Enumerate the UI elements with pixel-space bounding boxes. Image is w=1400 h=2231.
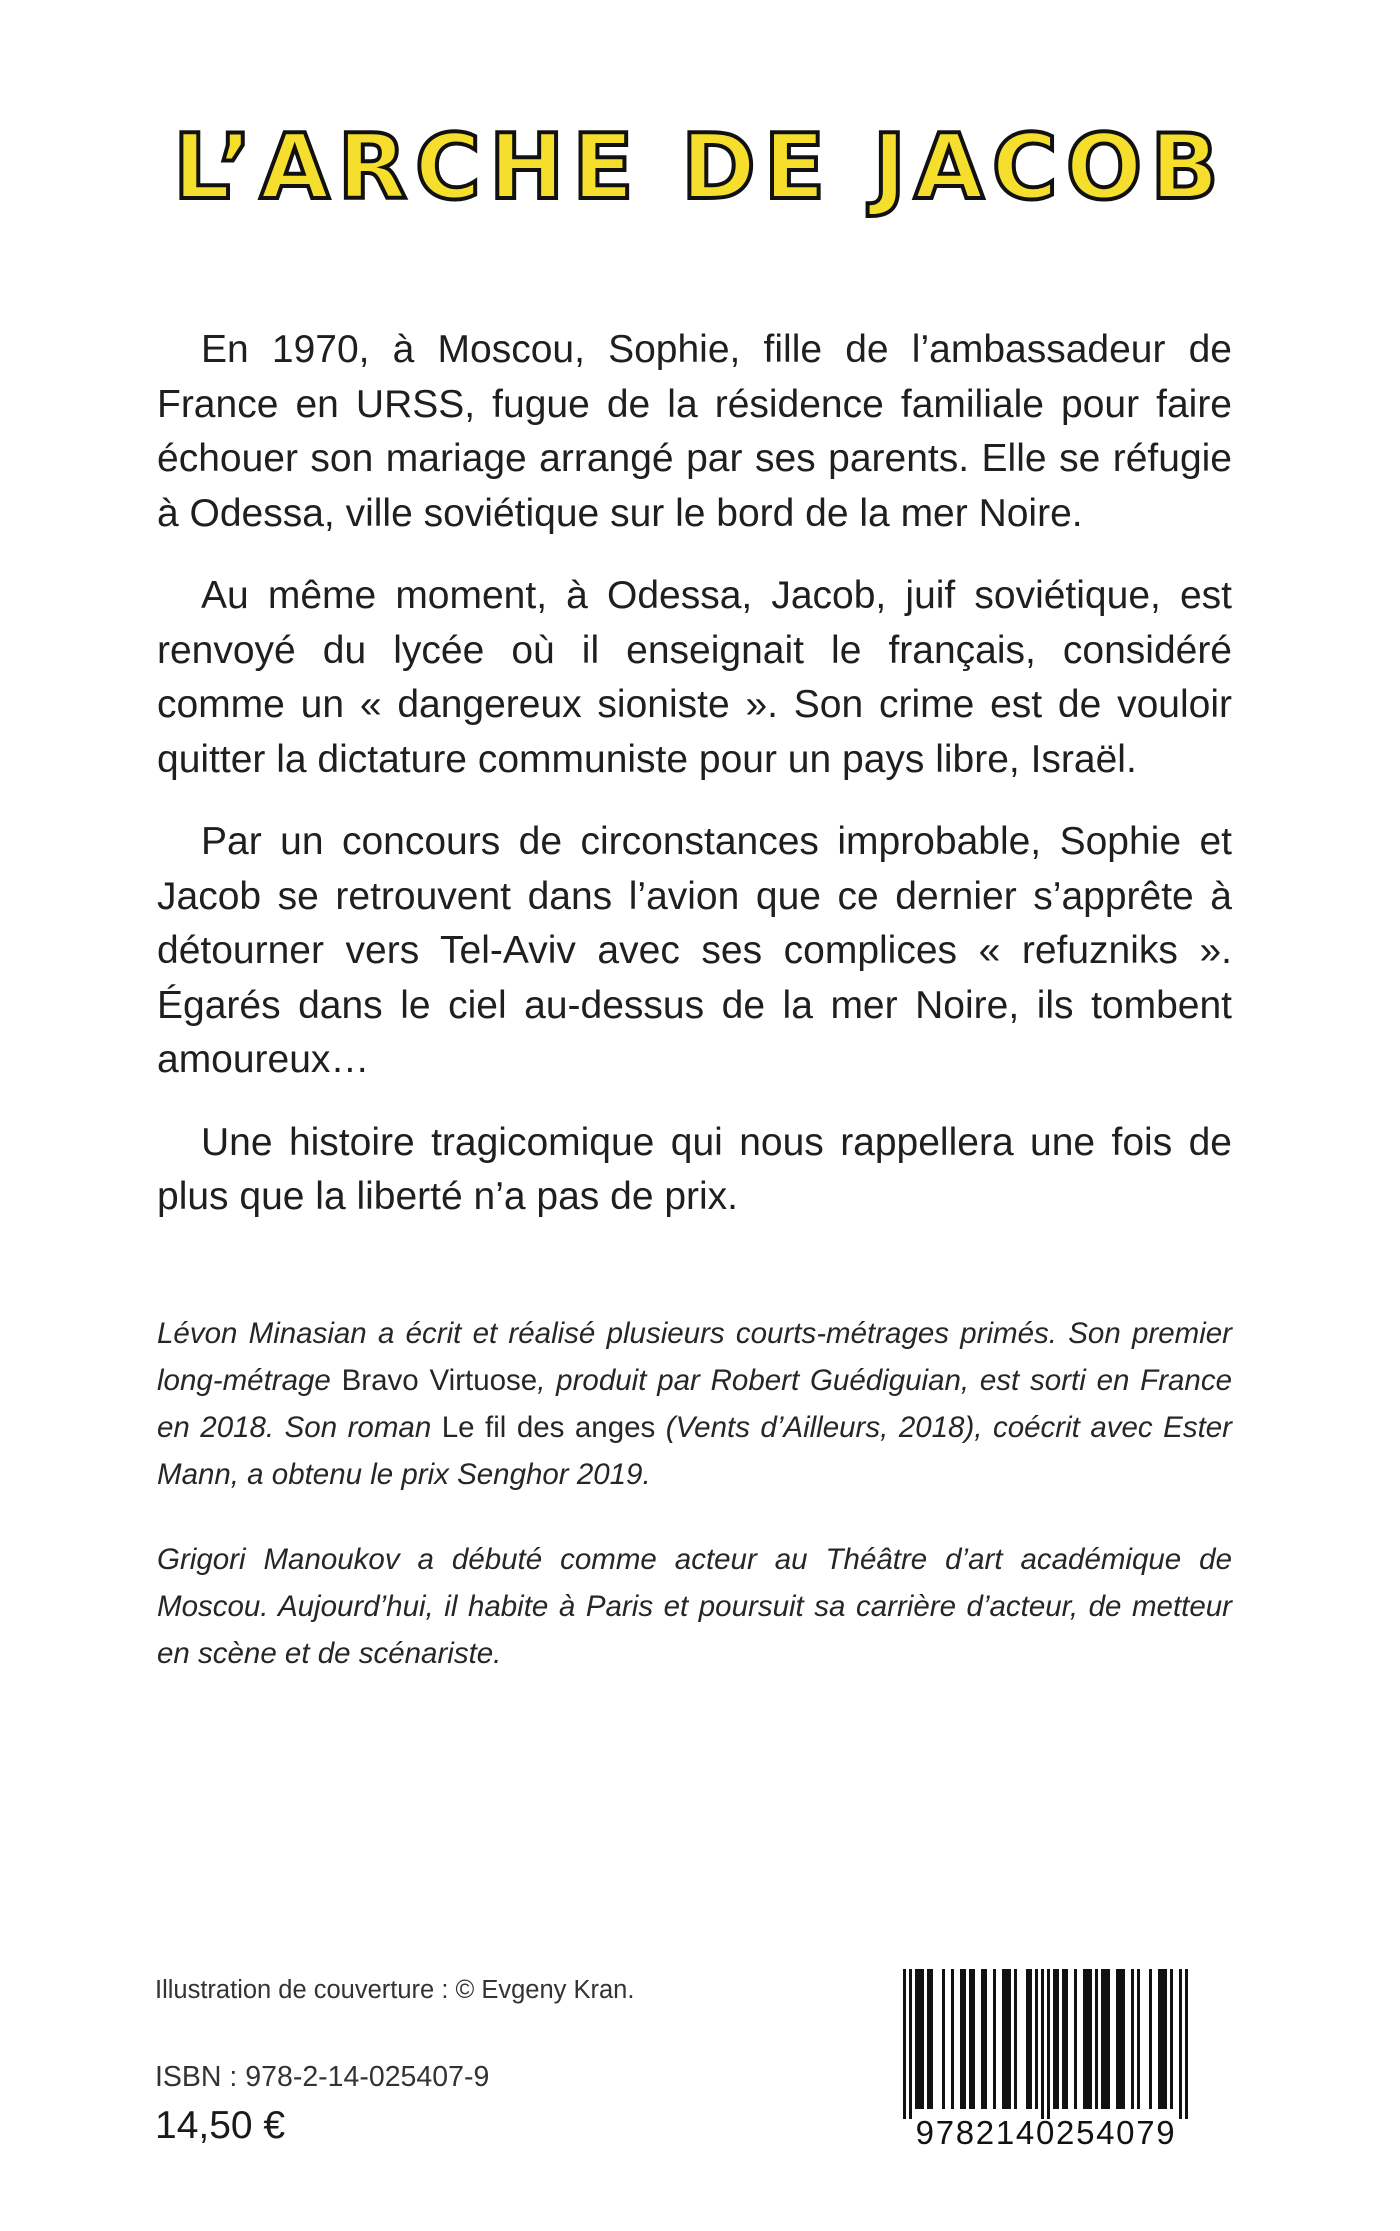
barcode-bars (876, 1969, 1216, 2119)
synopsis-paragraph-3: Par un concours de circonstances improbable, Sophie et Jacob se retrouvent dans l’avion que ce dernier s’apprête à détourner vers Tel-Aviv avec ses complices « refuzniks ». Égarés dans le ciel au-dessus de la mer Noire, ils tombent amoureux… (157, 820, 1232, 1081)
barcode-bar (1179, 1969, 1182, 2119)
bio-minasian-text-3: (Vents d’Ailleurs, 2018), coécrit avec Ester Mann, a obtenu le prix Senghor 2019. (157, 1411, 1232, 1491)
barcode-bar (1131, 1969, 1134, 2109)
barcode-bar (1170, 1969, 1173, 2109)
book-title: L’ARCHE DE JACOB (173, 115, 1227, 220)
author-name-manoukov: Grigori Manoukov (157, 1543, 400, 1576)
bio-minasian-text-2: , produit par Robert Guédiguian, est sorti en France en 2018. Son roman (157, 1364, 1232, 1444)
barcode-bar (951, 1969, 954, 2109)
barcode-bar (1137, 1969, 1140, 2109)
barcode-bar (1014, 1969, 1017, 2109)
synopsis-paragraph-1: En 1970, à Moscou, Sophie, fille de l’ambassadeur de France en URSS, fugue de la résidence familiale pour faire échouer son mariage arrangé par ses parents. Elle se réfugie à Odessa, ville soviétique sur le bord de la mer Noire. (157, 328, 1232, 535)
barcode-bar (942, 1969, 945, 2109)
barcode-bar (1149, 1969, 1152, 2109)
barcode-bar (1158, 1969, 1167, 2109)
bio-manoukov-text: a débuté comme acteur au Théâtre d’art académique de Moscou. Aujourd’hui, il habite à Paris et poursuit sa carrière d’acteur, de metteur en scène et de scénariste. (157, 1543, 1232, 1670)
barcode-bar (903, 1969, 906, 2119)
barcode-bar (1047, 1969, 1050, 2119)
barcode-digits: 9782140254079 (915, 2114, 1177, 2151)
barcode-bar (1074, 1969, 1077, 2109)
synopsis-paragraph-4: Une histoire tragicomique qui nous rappellera une fois de plus que la liberté n’a pas de prix. (157, 1120, 1232, 1218)
barcode-bar (1035, 1969, 1038, 2109)
barcode-bar (909, 1969, 912, 2119)
barcode-bar (1101, 1969, 1110, 2109)
barcode-bar (1095, 1969, 1098, 2109)
barcode-bar (915, 1969, 924, 2109)
price: 14,50 € (155, 2104, 286, 2147)
barcode-bar (1116, 1969, 1125, 2109)
synopsis (157, 323, 1232, 1253)
barcode-bar (1002, 1969, 1011, 2109)
barcode-bar (1026, 1969, 1032, 2109)
barcode-bar (927, 1969, 933, 2109)
barcode-bar (960, 1969, 966, 2109)
author-bios (157, 1310, 1232, 1715)
isbn: ISBN : 978-2-14-025407-9 (155, 2061, 490, 2093)
bio-minasian (157, 1310, 1232, 1498)
barcode-bar (993, 1969, 996, 2109)
novel-title: Le fil des anges (441, 1411, 656, 1444)
bio-manoukov (157, 1536, 1232, 1677)
synopsis-paragraph-2: Au même moment, à Odessa, Jacob, juif soviétique, est renvoyé du lycée où il enseignait le français, considéré comme un « dangereux sioniste ». Son crime est de vouloir quitter la dictature communiste pour un pays libre, Israël. (157, 574, 1232, 781)
barcode-bar (1062, 1969, 1068, 2109)
author-name-minasian: Lévon Minasian (157, 1317, 367, 1350)
barcode-bar (1185, 1969, 1188, 2119)
bio-minasian-text-1: a écrit et réalisé plusieurs courts-métrages primés. Son premier long-métrage (157, 1317, 1232, 1397)
barcode-bar (981, 1969, 987, 2109)
film-title: Bravo Virtuose (341, 1364, 538, 1397)
barcode (876, 1969, 1216, 2165)
barcode-bar (1053, 1969, 1059, 2109)
barcode-bar (1083, 1969, 1092, 2109)
barcode-bar (969, 1969, 975, 2109)
barcode-bar (1041, 1969, 1044, 2119)
illustration-credit: Illustration de couverture : © Evgeny Kran. (155, 1976, 635, 2004)
